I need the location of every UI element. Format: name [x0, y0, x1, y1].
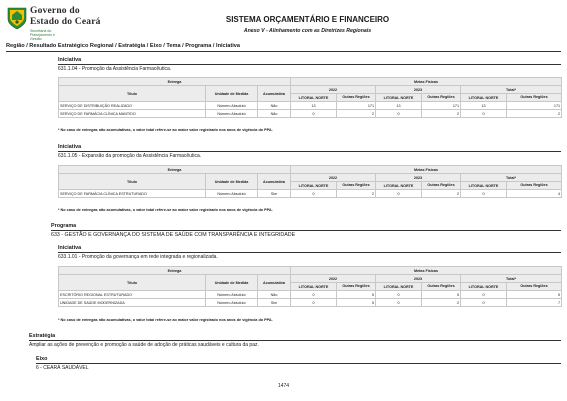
- footnote: * No caso de entregas não acumulativas, o valor total refere-se ao maior valor registrado nos anos de vigência do PPA.: [58, 208, 273, 212]
- header-acumulativa: Acumulativa: [258, 86, 291, 102]
- cell-acumulativa: Sim: [258, 299, 291, 307]
- cell-unidade: Número Absoluto: [206, 102, 258, 110]
- cell-value: 5: [337, 291, 376, 299]
- cell-value: 0: [291, 291, 337, 299]
- header-acumulativa: Acumulativa: [258, 174, 291, 190]
- cell-value: 0: [376, 190, 422, 198]
- iniciativa-2-value: 631.1.05 - Expansão da promoção da Assistência Farmacêutica.: [58, 153, 202, 159]
- cell-value: 0: [461, 110, 507, 118]
- header-2022: 2022: [291, 275, 376, 283]
- iniciativa-1-label: Iniciativa: [58, 57, 82, 63]
- header-titulo: Título: [59, 275, 206, 291]
- divider: [36, 363, 561, 364]
- document-subtitle: Anexo V - Alinhamento com as Diretrizes Regionais: [243, 28, 372, 34]
- cell-titulo: UNIDADE DE SAÚDE MODERNIZADA: [59, 299, 206, 307]
- cell-unidade: Número Absoluto: [206, 291, 258, 299]
- entregas-table-2: [58, 165, 562, 198]
- divider: [58, 64, 561, 65]
- table-row: [59, 291, 562, 299]
- header-unidade: Unidade de Medida: [206, 275, 258, 291]
- cell-value: 2: [337, 110, 376, 118]
- cell-value: 13: [461, 102, 507, 110]
- estrategia-label: Estratégia: [29, 333, 56, 339]
- divider: [29, 340, 561, 341]
- header-litoral-norte: LITORAL NORTE: [461, 182, 507, 190]
- cell-value: 7: [507, 299, 562, 307]
- divider: [58, 151, 561, 152]
- cell-value: 171: [507, 102, 562, 110]
- cell-value: 5: [422, 291, 461, 299]
- cell-value: 171: [422, 102, 461, 110]
- iniciativa-1-value: 631.1.04 - Promoção da Assistência Farmacêutica.: [58, 66, 172, 72]
- cell-value: 0: [376, 291, 422, 299]
- cell-value: 2: [422, 110, 461, 118]
- table-row: [59, 102, 562, 110]
- header-metas-fisicas: Metas Físicas: [291, 267, 562, 275]
- document-title: SISTEMA ORÇAMENTÁRIO E FINANCEIRO: [225, 15, 390, 24]
- header-litoral-norte: LITORAL NORTE: [376, 182, 422, 190]
- header-litoral-norte: LITORAL NORTE: [461, 283, 507, 291]
- header-acumulativa: Acumulativa: [258, 275, 291, 291]
- cell-value: 2: [507, 110, 562, 118]
- footnote: * No caso de entregas não acumulativas, o valor total refere-se ao maior valor registrado nos anos de vigência do PPA.: [58, 318, 273, 322]
- table-row: [59, 190, 562, 198]
- cell-value: 0: [291, 190, 337, 198]
- header-titulo: Título: [59, 174, 206, 190]
- cell-unidade: Número Absoluto: [206, 299, 258, 307]
- header-outras-regioes: Outras Regiões: [422, 94, 461, 102]
- programa-value: 633 - GESTÃO E GOVERNANÇA DO SISTEMA DE SAÚDE COM TRANSPARÊNCIA E INTEGRIDADE: [51, 232, 296, 238]
- header-outras-regioes: Outras Regiões: [507, 182, 562, 190]
- cell-value: 0: [376, 299, 422, 307]
- divider: [51, 230, 561, 231]
- header-unidade: Unidade de Medida: [206, 174, 258, 190]
- header-litoral-norte: LITORAL NORTE: [291, 283, 337, 291]
- cell-value: 5: [507, 291, 562, 299]
- cell-value: 2: [422, 190, 461, 198]
- header-outras-regioes: Outras Regiões: [422, 182, 461, 190]
- header-unidade: Unidade de Medida: [206, 86, 258, 102]
- eixo-value: 6 - CEARÁ SAUDÁVEL: [36, 365, 89, 371]
- table-row: [59, 299, 562, 307]
- cell-value: 2: [337, 190, 376, 198]
- government-logo-text: [30, 7, 101, 41]
- logo-line-1: Governo do: [30, 6, 80, 16]
- cell-value: 0: [461, 190, 507, 198]
- cell-acumulativa: Não: [258, 102, 291, 110]
- header-total: Total*: [461, 275, 562, 283]
- header-litoral-norte: LITORAL NORTE: [291, 182, 337, 190]
- header-metas-fisicas: Metas Físicas: [291, 166, 562, 174]
- header-titulo: Título: [59, 86, 206, 102]
- cell-titulo: SERVIÇO DE DISTRIBUIÇÃO REALIZADO: [59, 102, 206, 110]
- cell-value: 0: [461, 299, 507, 307]
- header-2023: 2023: [376, 174, 461, 182]
- cell-value: 13: [291, 102, 337, 110]
- cell-titulo: ESCRITÓRIO REGIONAL ESTRUTURADO: [59, 291, 206, 299]
- header-litoral-norte: LITORAL NORTE: [461, 94, 507, 102]
- cell-acumulativa: Não: [258, 110, 291, 118]
- table-row: [59, 110, 562, 118]
- header-2023: 2023: [376, 275, 461, 283]
- header-2022: 2022: [291, 86, 376, 94]
- header-litoral-norte: LITORAL NORTE: [291, 94, 337, 102]
- entregas-table-3: [58, 266, 562, 307]
- header-2022: 2022: [291, 174, 376, 182]
- header-outras-regioes: Outras Regiões: [507, 283, 562, 291]
- header-entrega: Entrega: [59, 78, 291, 86]
- divider: [58, 252, 561, 253]
- cell-value: 4: [507, 190, 562, 198]
- iniciativa-3-value: 633.1.01 - Promoção da governança em rede integrada e regionalizada.: [58, 254, 218, 260]
- header-entrega: Entrega: [59, 166, 291, 174]
- eixo-label: Eixo: [36, 356, 48, 362]
- cell-acumulativa: Não: [258, 291, 291, 299]
- iniciativa-2-label: Iniciativa: [58, 144, 82, 150]
- cell-value: 13: [376, 102, 422, 110]
- divider: [6, 51, 561, 52]
- iniciativa-3-label: Iniciativa: [58, 245, 82, 251]
- footnote: * No caso de entregas não acumulativas, o valor total refere-se ao maior valor registrado nos anos de vigência do PPA.: [58, 128, 273, 132]
- cell-value: 171: [337, 102, 376, 110]
- estrategia-value: Ampliar as ações de prevenção e promoção a saúde de adoção de práticas saudáveis e cultura da paz.: [29, 342, 259, 348]
- page-number: 1474: [277, 383, 290, 389]
- hierarchy-path: Região / Resultado Estratégico Regional / Estratégia / Eixo / Tema / Programa / Iniciativa: [6, 43, 240, 49]
- header-2023: 2023: [376, 86, 461, 94]
- cell-value: 0: [461, 291, 507, 299]
- cell-value: 0: [291, 110, 337, 118]
- cell-value: 5: [337, 299, 376, 307]
- header-outras-regioes: Outras Regiões: [422, 283, 461, 291]
- logo-line-2: Estado do Ceará: [30, 16, 101, 27]
- header-total: Total*: [461, 86, 562, 94]
- header-litoral-norte: LITORAL NORTE: [376, 94, 422, 102]
- header-outras-regioes: Outras Regiões: [337, 283, 376, 291]
- cell-titulo: SERVIÇO DE FARMÁCIA CLÍNICA ESTRUTURADO: [59, 190, 206, 198]
- cell-titulo: SERVIÇO DE FARMÁCIA CLÍNICA MANTIDO: [59, 110, 206, 118]
- cell-unidade: Número Absoluto: [206, 110, 258, 118]
- cell-acumulativa: Sim: [258, 190, 291, 198]
- programa-label: Programa: [51, 223, 77, 229]
- header-litoral-norte: LITORAL NORTE: [376, 283, 422, 291]
- header-entrega: Entrega: [59, 267, 291, 275]
- cell-value: 0: [291, 299, 337, 307]
- cell-value: 0: [376, 110, 422, 118]
- header-outras-regioes: Outras Regiões: [507, 94, 562, 102]
- cell-unidade: Número Absoluto: [206, 190, 258, 198]
- entregas-table-1: [58, 77, 562, 118]
- header-outras-regioes: Outras Regiões: [337, 94, 376, 102]
- header-metas-fisicas: Metas Físicas: [291, 78, 562, 86]
- header-outras-regioes: Outras Regiões: [337, 182, 376, 190]
- logo-line-3: Secretaria do Planejamento e Gestão: [30, 29, 55, 42]
- cell-value: 2: [422, 299, 461, 307]
- header-total: Total*: [461, 174, 562, 182]
